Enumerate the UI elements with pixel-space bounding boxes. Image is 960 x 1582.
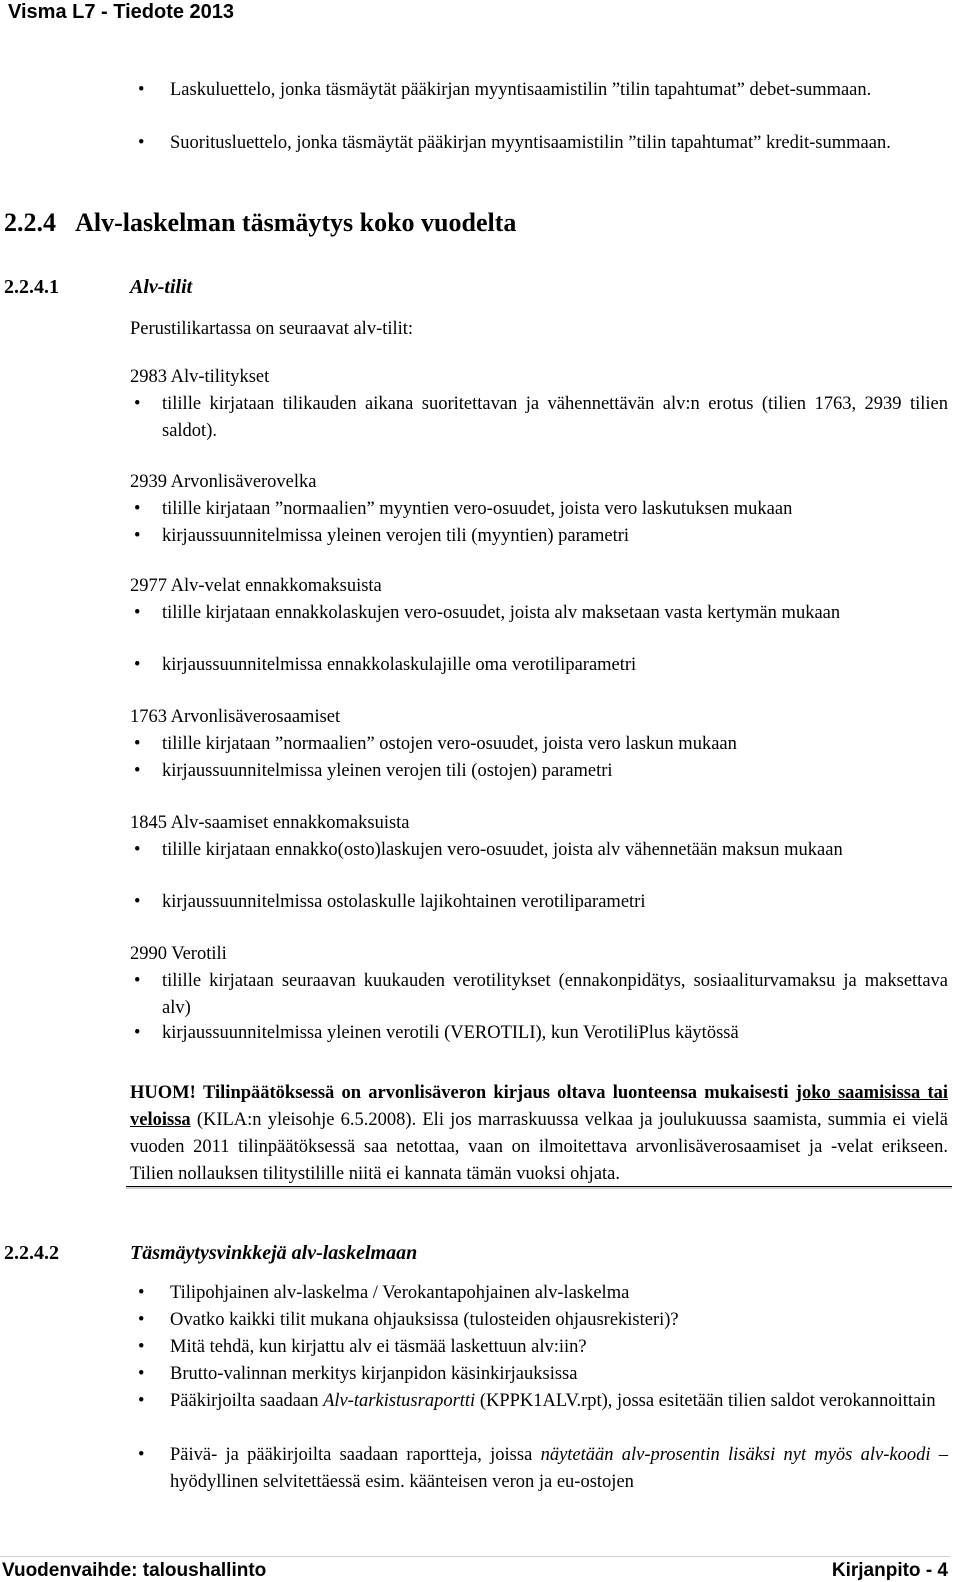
bullet-icon: • [138,1364,145,1384]
bullet-icon: • [138,1283,145,1303]
bullet-icon: • [134,603,141,623]
list-item: • tilille kirjataan ennakkolaskujen vero-osuudet, joista alv maksetaan vasta kertymän mukaan [130,600,948,627]
bullet-icon: • [138,1310,145,1330]
list-item: • Tilipohjainen alv-laskelma / Verokantapohjainen alv-laskelma [130,1280,948,1307]
bullet-icon: • [138,1337,145,1357]
account-1845-title: 1845 Alv-saamiset ennakkomaksuista [130,813,410,833]
bullet-icon: • [134,734,141,754]
bullet-icon: • [134,892,141,912]
bullet-icon: • [138,80,145,100]
list-item: • Laskuluettelo, jonka täsmäytät pääkirjan myyntisaamistilin ”tilin tapahtumat” debet-summaan. [130,77,948,104]
list-item: • kirjaussuunnitelmissa yleinen verotili (VEROTILI), kun VerotiliPlus käytössä [130,1020,948,1047]
list-item: • kirjaussuunnitelmissa ostolaskulle lajikohtainen verotiliparametri [130,889,948,916]
list-item: • tilille kirjataan ennakko(osto)laskujen vero-osuudet, joista alv vähennetään maksun mukaan [130,837,948,864]
bullet-icon: • [134,526,141,546]
list-item: • Suoritusluettelo, jonka täsmäytät pääkirjan myyntisaamistilin ”tilin tapahtumat” kredit-summaan. [130,130,948,157]
footer-page-number: Kirjanpito - 4 [831,1560,948,1581]
bullet-icon: • [138,133,145,153]
account-2977-title: 2977 Alv-velat ennakkomaksuista [130,576,382,596]
account-2939-title: 2939 Arvonlisäverovelka [130,472,317,492]
list-item: • kirjaussuunnitelmissa yleinen verojen tili (myyntien) parametri [130,523,948,550]
footer-left-text: Vuodenvaihde: taloushallinto [2,1560,267,1581]
list-item: • Päivä- ja pääkirjoilta saadaan raportteja, joissa näytetään alv-prosentin lisäksi nyt myös alv-koodi – hyödyllinen selvitettäessä esim. käänteisen veron ja eu-ostojen [130,1442,948,1495]
account-1763-title: 1763 Arvonlisäverosaamiset [130,707,341,727]
bullet-icon: • [134,761,141,781]
list-item: • Ovatko kaikki tilit mukana ohjauksissa (tulosteiden ohjausrekisteri)? [130,1307,948,1334]
list-item: • tilille kirjataan seuraavan kuukauden verotilitykset (ennakonpidätys, sosiaaliturvamaksu ja maksettava alv) [130,968,948,1021]
bullet-icon: • [134,840,141,860]
bullet-icon: • [138,1391,145,1411]
bullet-icon: • [134,394,141,414]
huom-note-box: HUOM! Tilinpäätöksessä on arvonlisäveron kirjaus oltava luonteensa mukaisesti joko saamisissa tai veloissa (KILA:n yleisohje 6.5.2008). Eli jos marraskuussa velkaa ja joulukuussa saamista, summia ei vielä vuoden 2011 tilinpäätöksessä saa netottaa, vaan on ilmoitettava arvonlisäverosaamiset ja -velat erikseen. Tilien nollauksen tilitystilille niitä ei kannata tämän vuoksi ohjata. [126,1076,952,1187]
list-item: • Mitä tehdä, kun kirjattu alv ei täsmää laskettuun alv:iin? [130,1334,948,1361]
page-header-title: Visma L7 - Tiedote 2013 [8,1,235,23]
bullet-icon: • [134,655,141,675]
list-item: • tilille kirjataan ”normaalien” ostojen vero-osuudet, joista vero laskun mukaan [130,731,948,758]
bullet-icon: • [134,971,141,991]
bullet-icon: • [138,1445,145,1465]
list-item: • Brutto-valinnan merkitys kirjanpidon käsinkirjauksissa [130,1361,948,1388]
paragraph-intro: Perustilikartassa on seuraavat alv-tilit: [130,319,414,339]
list-item: • kirjaussuunnitelmissa yleinen verojen tili (ostojen) parametri [130,758,948,785]
subsection-heading-alv-tilit: 2.2.4.1 Alv-tilit [4,276,193,298]
list-item: • kirjaussuunnitelmissa ennakkolaskulajille oma verotiliparametri [130,652,948,679]
bullet-icon: • [134,499,141,519]
account-2990-title: 2990 Verotili [130,944,227,964]
bullet-icon: • [134,1023,141,1043]
footer-divider [0,1556,950,1557]
subsection-heading-vinkit: 2.2.4.2 Täsmäytysvinkkejä alv-laskelmaan [4,1242,418,1264]
list-item: • tilille kirjataan ”normaalien” myyntien vero-osuudet, joista vero laskutuksen mukaan [130,496,948,523]
list-item: • Pääkirjoilta saadaan Alv-tarkistusraportti (KPPK1ALV.rpt), jossa esitetään tilien saldot verokannoittain [130,1388,948,1415]
section-heading: 2.2.4 Alv-laskelman täsmäytys koko vuodelta [4,208,517,237]
list-item: • tilille kirjataan tilikauden aikana suoritettavan ja vähennettävän alv:n erotus (tilien 1763, 2939 tilien saldot). [130,391,948,444]
account-2983-title: 2983 Alv-tilitykset [130,367,270,387]
